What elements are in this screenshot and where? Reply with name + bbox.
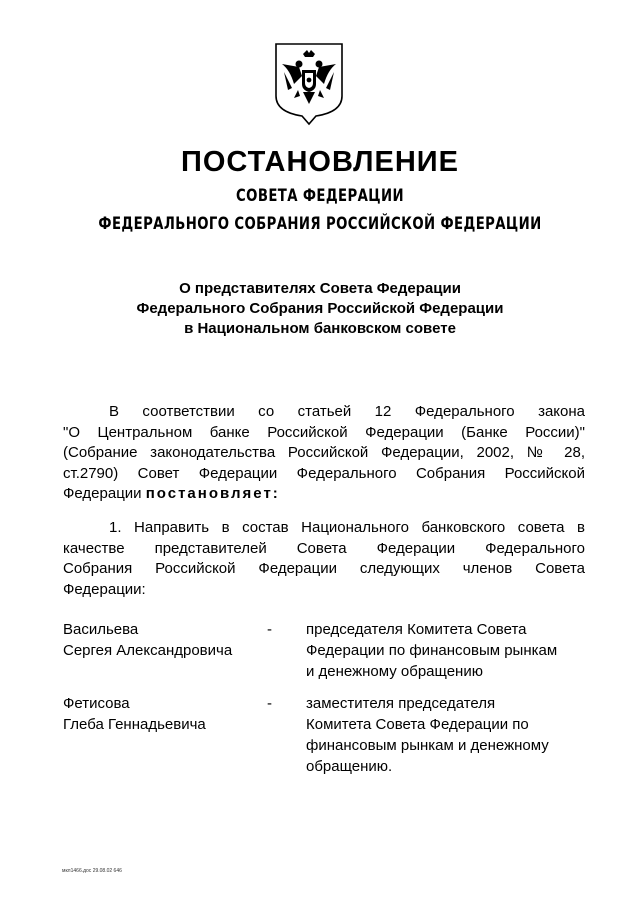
member-role: [306, 693, 586, 777]
decree-keyword: постановляет:: [145, 485, 280, 502]
member-name: [63, 693, 263, 735]
topic-line: Федерального Собрания Российской Федерации: [136, 300, 504, 317]
member-surname: Фетисова: [63, 695, 130, 712]
preamble-prefix: Федерации: [63, 485, 142, 502]
topic-line: в Национальном банковском совете: [184, 320, 456, 337]
preamble-line: (Собрание законодательства Российской Федерации, 2002, № 28,: [63, 444, 585, 461]
member-surname: Васильева: [63, 621, 139, 638]
preamble-paragraph: [63, 402, 585, 505]
preamble-line: [63, 484, 585, 505]
role-line: финансовым рынкам и денежному: [306, 737, 549, 754]
coat-of-arms-icon: [272, 40, 346, 126]
member-name: [63, 619, 263, 661]
issuer-line-2: ФЕДЕРАЛЬНОГО СОБРАНИЯ РОССИЙСКОЙ ФЕДЕРАЦИИ: [98, 214, 542, 234]
topic-line: О представителях Совета Федерации: [179, 280, 461, 297]
role-line: обращению.: [306, 758, 393, 775]
role-line: Комитета Совета Федерации по: [306, 716, 529, 733]
preamble-line: В соответствии со статьей 12 Федерального закона: [109, 403, 585, 420]
preamble-line: "О Центральном банке Российской Федерации (Банке России)": [63, 423, 585, 441]
member-dash: -: [267, 621, 272, 638]
member-dash: -: [267, 695, 272, 712]
member-given-names: Сергея Александровича: [63, 642, 233, 659]
file-reference: мкл1466.доc 29.08.02 646: [62, 868, 122, 874]
role-line: Федерации по финансовым рынкам: [306, 642, 558, 659]
role-line: и денежному обращению: [306, 663, 483, 680]
document-topic: [0, 279, 640, 339]
clause-line: Федерации:: [63, 580, 146, 598]
clause-1-paragraph: [63, 518, 585, 600]
clause-line: Собрания Российской Федерации следующих членов Совета: [63, 560, 585, 577]
issuer-line-1: СОВЕТА ФЕДЕРАЦИИ: [236, 186, 404, 206]
member-role: [306, 619, 586, 682]
role-line: председателя Комитета Совета: [306, 621, 527, 638]
clause-line: 1. Направить в состав Национального банковского совета в: [109, 519, 585, 536]
preamble-line: ст.2790) Совет Федерации Федерального Собрания Российской: [63, 464, 585, 482]
role-line: заместителя председателя: [306, 695, 496, 712]
clause-line: качестве представителей Совета Федерации Федерального: [63, 539, 585, 557]
member-given-names: Глеба Геннадьевича: [63, 716, 206, 733]
document-title: ПОСТАНОВЛЕНИЕ: [181, 146, 459, 178]
